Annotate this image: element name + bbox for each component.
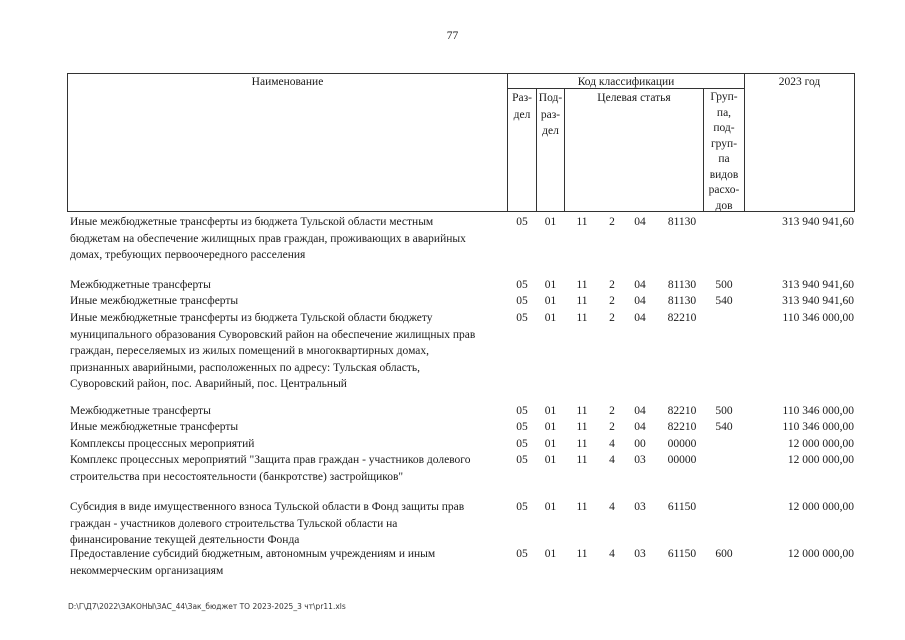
row-target-type: 2 bbox=[609, 405, 615, 417]
row-target-type: 4 bbox=[609, 501, 615, 513]
row-target-complex: 04 bbox=[634, 405, 646, 417]
row-amount: 12 000 000,00 bbox=[787, 501, 854, 513]
row-group: 540 bbox=[715, 421, 733, 433]
row-target-type: 4 bbox=[609, 438, 615, 450]
row-group: 600 bbox=[715, 548, 733, 560]
header-podrazdel: Под- раз- дел bbox=[538, 92, 563, 137]
row-target-type: 4 bbox=[609, 454, 615, 466]
row-name: Предоставление субсидий бюджетным, автономным учреждениям и иным некоммерческим организациям bbox=[70, 548, 436, 577]
row-target-program: 11 bbox=[576, 454, 588, 466]
row-razdel: 05 bbox=[516, 312, 528, 324]
row-target-direction: 81130 bbox=[667, 216, 697, 228]
row-target-type: 2 bbox=[609, 279, 615, 291]
row-target-program: 11 bbox=[576, 295, 588, 307]
row-amount: 12 000 000,00 bbox=[787, 548, 854, 560]
row-target-direction: 61150 bbox=[667, 548, 697, 560]
row-target-type: 4 bbox=[609, 548, 615, 560]
row-target-direction: 61150 bbox=[667, 501, 697, 513]
row-target-direction: 82210 bbox=[667, 405, 697, 417]
row-amount: 313 940 941,60 bbox=[782, 295, 854, 307]
row-amount: 110 346 000,00 bbox=[782, 421, 854, 433]
row-target-direction: 81130 bbox=[667, 295, 697, 307]
row-target-type: 2 bbox=[609, 312, 615, 324]
row-name: Межбюджетные трансферты bbox=[70, 405, 211, 417]
page-number: 77 bbox=[446, 30, 459, 42]
row-podrazdel: 01 bbox=[544, 312, 557, 324]
row-amount: 110 346 000,00 bbox=[782, 405, 854, 417]
row-target-direction: 82210 bbox=[667, 421, 697, 433]
row-razdel: 05 bbox=[516, 295, 528, 307]
row-target-complex: 04 bbox=[634, 295, 646, 307]
row-razdel: 05 bbox=[516, 405, 528, 417]
row-name: Комплекс процессных мероприятий "Защита прав граждан - участников долевого строительства при несостоятельности (банкротстве) застройщиков" bbox=[70, 454, 471, 483]
row-target-direction: 00000 bbox=[667, 438, 697, 450]
row-razdel: 05 bbox=[516, 438, 528, 450]
file-path: D:\Г\Д7\2022\ЗАКОНЫ\ЗАС_44\Зак_бюджет ТО 2023-2025_3 чт\pr11.xls bbox=[68, 602, 346, 611]
row-podrazdel: 01 bbox=[544, 421, 557, 433]
row-group: 500 bbox=[715, 279, 733, 291]
row-name: Межбюджетные трансферты bbox=[70, 279, 211, 291]
row-amount: 12 000 000,00 bbox=[787, 454, 854, 466]
row-target-program: 11 bbox=[576, 548, 588, 560]
row-razdel: 05 bbox=[516, 454, 528, 466]
header-target: Целевая статья bbox=[597, 92, 671, 104]
row-podrazdel: 01 bbox=[544, 501, 557, 513]
row-amount: 313 940 941,60 bbox=[782, 216, 854, 228]
row-group: 500 bbox=[715, 405, 733, 417]
row-name: Иные межбюджетные трансферты bbox=[70, 421, 239, 433]
row-razdel: 05 bbox=[516, 501, 528, 513]
row-target-complex: 04 bbox=[634, 279, 646, 291]
row-name: Иные межбюджетные трансферты из бюджета Тульской области бюджету муниципального образования Суворовский район на обеспечение жилищных прав граждан, переселяемых из жилых помещений в многоквартирных домах, признанных аварийными, расположенных по адресу: Тульская область, Суворовский район, пос. Аварийный, пос. Центральный bbox=[70, 312, 476, 390]
row-target-complex: 03 bbox=[634, 454, 646, 466]
row-razdel: 05 bbox=[516, 421, 528, 433]
row-name: Комплексы процессных мероприятий bbox=[70, 438, 255, 450]
row-podrazdel: 01 bbox=[544, 279, 557, 291]
row-target-program: 11 bbox=[576, 421, 588, 433]
row-amount: 110 346 000,00 bbox=[782, 312, 854, 324]
row-podrazdel: 01 bbox=[544, 438, 557, 450]
row-target-type: 2 bbox=[609, 216, 615, 228]
row-target-complex: 04 bbox=[634, 421, 646, 433]
row-podrazdel: 01 bbox=[544, 405, 557, 417]
header-group: Груп- па, под- груп- па видов расхо- дов bbox=[708, 91, 740, 212]
row-target-complex: 03 bbox=[634, 501, 646, 513]
row-razdel: 05 bbox=[516, 216, 528, 228]
row-name: Субсидия в виде имущественного взноса Тульской области в Фонд защиты прав граждан - участников долевого строительства Тульской области на финансирование текущей деятельности Фонда bbox=[70, 501, 465, 546]
row-amount: 313 940 941,60 bbox=[782, 279, 854, 291]
row-target-complex: 04 bbox=[634, 312, 646, 324]
header-razdel: Раз- дел bbox=[512, 92, 532, 121]
row-target-type: 2 bbox=[609, 295, 615, 307]
row-podrazdel: 01 bbox=[544, 216, 557, 228]
row-target-direction: 00000 bbox=[667, 454, 697, 466]
row-target-program: 11 bbox=[576, 405, 588, 417]
row-target-program: 11 bbox=[576, 501, 588, 513]
row-name: Иные межбюджетные трансферты из бюджета Тульской области местным бюджетам на обеспечение жилищных прав граждан, проживающих в аварийных домах, требующих первоочередного расселения bbox=[70, 216, 466, 261]
row-target-program: 11 bbox=[576, 216, 588, 228]
row-target-complex: 03 bbox=[634, 548, 646, 560]
row-razdel: 05 bbox=[516, 279, 528, 291]
row-name: Иные межбюджетные трансферты bbox=[70, 295, 239, 307]
row-target-complex: 00 bbox=[634, 438, 646, 450]
header-code: Код классификации bbox=[577, 76, 675, 88]
row-target-direction: 82210 bbox=[667, 312, 697, 324]
row-podrazdel: 01 bbox=[544, 454, 557, 466]
row-target-direction: 81130 bbox=[667, 279, 697, 291]
row-amount: 12 000 000,00 bbox=[787, 438, 854, 450]
row-podrazdel: 01 bbox=[544, 548, 557, 560]
row-target-program: 11 bbox=[576, 279, 588, 291]
row-razdel: 05 bbox=[516, 548, 528, 560]
header-year: 2023 год bbox=[778, 76, 821, 88]
row-target-complex: 04 bbox=[634, 216, 646, 228]
header-name: Наименование bbox=[251, 76, 324, 88]
row-group: 540 bbox=[715, 295, 733, 307]
row-podrazdel: 01 bbox=[544, 295, 557, 307]
row-target-program: 11 bbox=[576, 312, 588, 324]
row-target-type: 2 bbox=[609, 421, 615, 433]
row-target-program: 11 bbox=[576, 438, 588, 450]
